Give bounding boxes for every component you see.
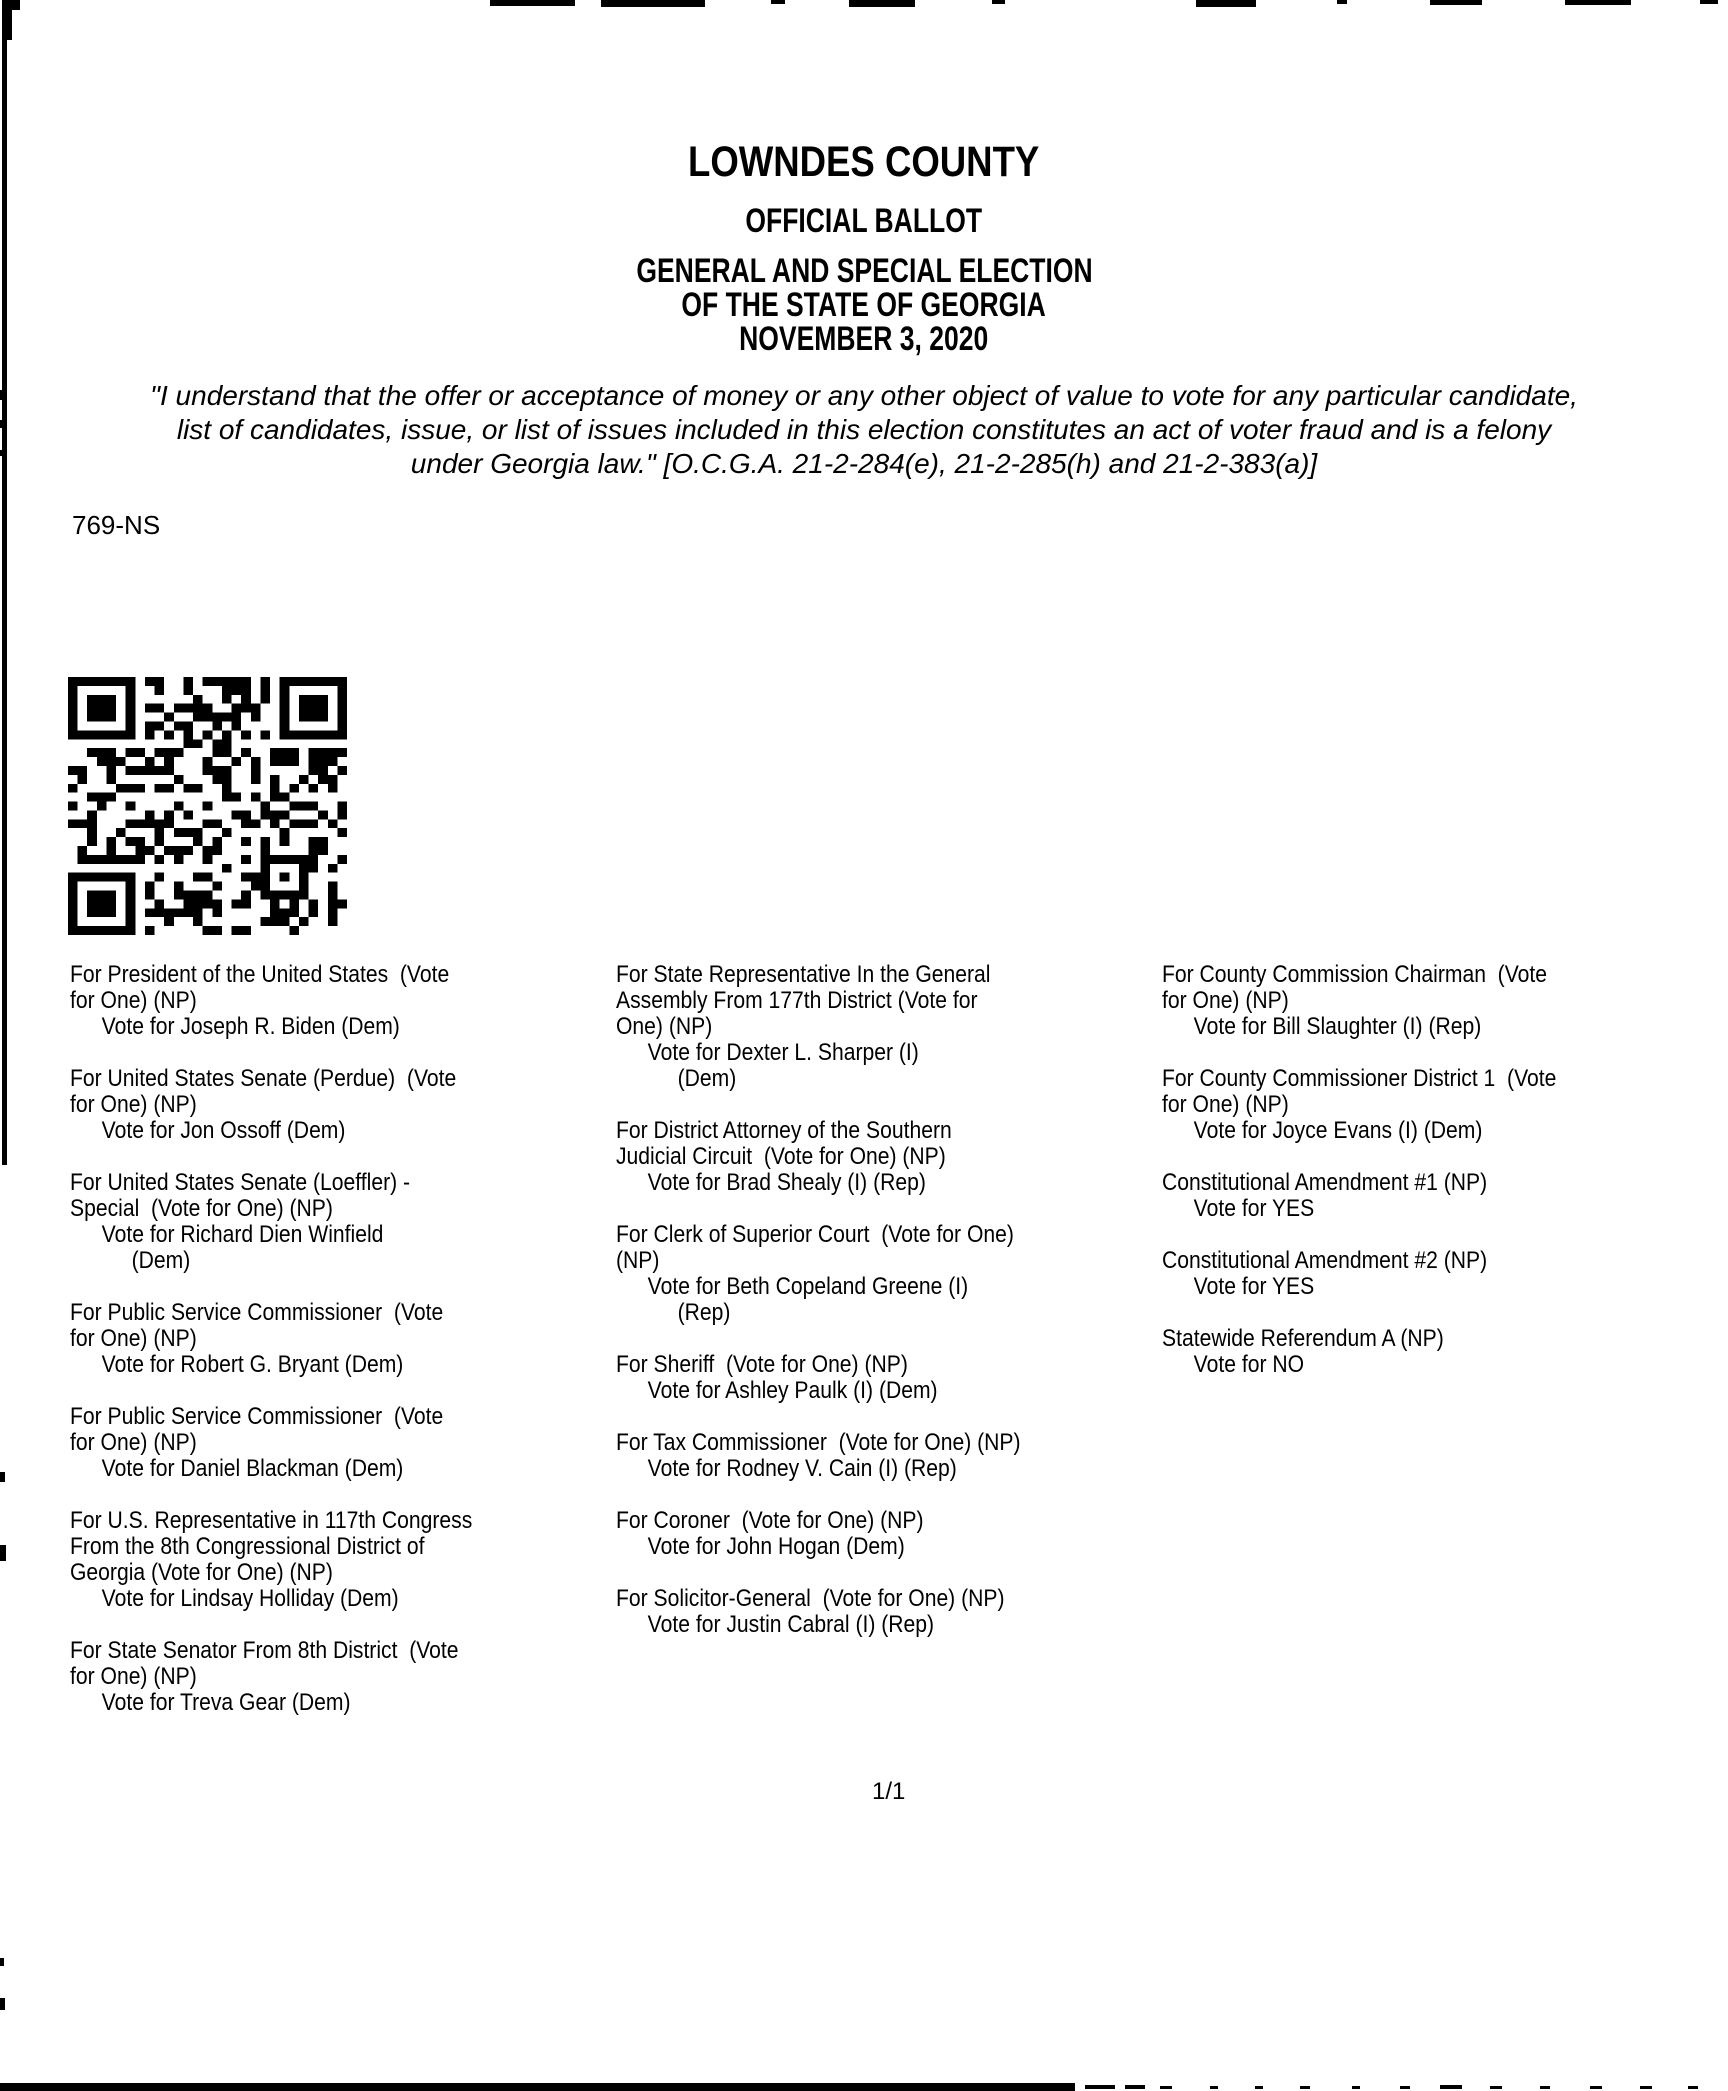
contest-title-line: For District Attorney of the Southern <box>616 1117 952 1144</box>
scan-artifact <box>1255 2086 1263 2089</box>
vote-selection-line: (Dem) <box>131 1247 191 1274</box>
contest <box>70 1066 472 1144</box>
vote-selection-line: Vote for Joseph R. Biden (Dem) <box>101 1013 400 1040</box>
contest-title-line: For Solicitor-General (Vote for One) (NP) <box>616 1585 1005 1612</box>
vote-selection-line: Vote for Jon Ossoff (Dem) <box>101 1117 346 1144</box>
contest-title-line: For State Senator From 8th District (Vote <box>70 1637 459 1664</box>
scan-artifact <box>992 0 1005 4</box>
contest-title-line: for One) (NP) <box>70 1325 197 1352</box>
contest-title-line: Special (Vote for One) (NP) <box>70 1195 333 1222</box>
scan-artifact <box>601 0 705 7</box>
fraud-disclaimer <box>0 379 1728 481</box>
scan-artifact <box>771 0 785 4</box>
vote-selection-line: (Dem) <box>677 1065 737 1092</box>
election-state-text: OF THE STATE OF GEORGIA <box>681 286 1047 324</box>
scan-artifact <box>1125 2085 1145 2089</box>
contest-title-line: Constitutional Amendment #2 (NP) <box>1162 1247 1488 1274</box>
scan-artifact <box>1085 2085 1115 2089</box>
vote-selection-line: Vote for Bill Slaughter (I) (Rep) <box>1193 1013 1482 1040</box>
vote-selection-line: Vote for John Hogan (Dem) <box>647 1533 905 1560</box>
contest-title-line: Judicial Circuit (Vote for One) (NP) <box>616 1143 946 1170</box>
qr-code <box>68 677 347 935</box>
official-ballot-text: OFFICIAL BALLOT <box>745 202 983 240</box>
election-date-line <box>0 320 1728 359</box>
scan-artifact <box>1160 2086 1172 2089</box>
contest <box>616 1586 1021 1638</box>
scan-artifact <box>1565 0 1631 5</box>
contest <box>70 1638 472 1716</box>
contest <box>616 1508 1021 1560</box>
contest-title-line: For President of the United States (Vote <box>70 961 450 988</box>
vote-selection-line: Vote for Beth Copeland Greene (I) <box>647 1273 969 1300</box>
vote-selection-line: Vote for Justin Cabral (I) (Rep) <box>647 1611 935 1638</box>
vote-selection-line: Vote for Lindsay Holliday (Dem) <box>101 1585 399 1612</box>
contest <box>616 962 1021 1092</box>
scan-artifact <box>1400 2086 1410 2089</box>
vote-selection-line: Vote for NO <box>1193 1351 1305 1378</box>
contest-column-left <box>70 962 472 1742</box>
contest-title-line: For County Commission Chairman (Vote <box>1162 961 1547 988</box>
scan-artifact <box>0 1472 5 1482</box>
scan-artifact <box>1440 2085 1462 2089</box>
contest-title-line: (NP) <box>616 1247 660 1274</box>
contest-column-center <box>616 962 1021 1664</box>
vote-selection-line: Vote for Brad Shealy (I) (Rep) <box>647 1169 926 1196</box>
scan-artifact <box>1700 0 1718 4</box>
scan-artifact <box>1540 2086 1550 2089</box>
vote-selection-line: Vote for Richard Dien Winfield <box>101 1221 384 1248</box>
scan-artifact <box>1352 2086 1360 2089</box>
contest <box>70 1508 472 1612</box>
contest <box>1162 1170 1556 1222</box>
scan-artifact <box>0 420 5 428</box>
vote-selection-line: Vote for Joyce Evans (I) (Dem) <box>1193 1117 1483 1144</box>
scan-artifact <box>1590 2086 1602 2089</box>
contest-title-line: Georgia (Vote for One) (NP) <box>70 1559 333 1586</box>
contest-title-line: Assembly From 177th District (Vote for <box>616 987 978 1014</box>
contest <box>1162 1066 1556 1144</box>
disclaimer-line: "I understand that the offer or acceptance of money or any other object of value to vote for any particular candidate, <box>150 380 1578 411</box>
contest <box>1162 1326 1556 1378</box>
scan-artifact <box>490 0 575 6</box>
contest-title-line: One) (NP) <box>616 1013 713 1040</box>
contest-title-line: for One) (NP) <box>70 1429 197 1456</box>
election-date-text: NOVEMBER 3, 2020 <box>739 320 989 358</box>
ballot-style-code: 769-NS <box>72 510 161 540</box>
contest-title-line: For United States Senate (Perdue) (Vote <box>70 1065 457 1092</box>
contest-title-line: For U.S. Representative in 117th Congress <box>70 1507 473 1534</box>
contest-title-line: For Sheriff (Vote for One) (NP) <box>616 1351 908 1378</box>
scan-artifact <box>0 1958 4 1966</box>
contest <box>1162 1248 1556 1300</box>
contest-title-line: For Coroner (Vote for One) (NP) <box>616 1507 924 1534</box>
vote-selection-line: Vote for Treva Gear (Dem) <box>101 1689 351 1716</box>
scan-artifact <box>0 2083 1075 2091</box>
vote-selection-line: Vote for Robert G. Bryant (Dem) <box>101 1351 404 1378</box>
contest <box>70 1300 472 1378</box>
scan-artifact <box>1490 2086 1502 2089</box>
contest-title-line: For Tax Commissioner (Vote for One) (NP) <box>616 1429 1021 1456</box>
scan-artifact <box>1300 2086 1310 2089</box>
vote-selection-line: Vote for Rodney V. Cain (I) (Rep) <box>647 1455 957 1482</box>
contest-title-line: for One) (NP) <box>70 987 197 1014</box>
official-ballot-title <box>0 202 1728 241</box>
contest <box>616 1430 1021 1482</box>
vote-selection-line: Vote for YES <box>1193 1273 1315 1300</box>
contest-title-line: From the 8th Congressional District of <box>70 1533 425 1560</box>
vote-selection-line: Vote for Daniel Blackman (Dem) <box>101 1455 404 1482</box>
scan-artifact <box>849 0 915 7</box>
county-title <box>0 138 1728 187</box>
vote-selection-line: Vote for Dexter L. Sharper (I) <box>647 1039 919 1066</box>
contest <box>616 1222 1021 1326</box>
vote-selection-line: (Rep) <box>677 1299 731 1326</box>
vote-selection-line: Vote for YES <box>1193 1195 1315 1222</box>
contest-title-line: Statewide Referendum A (NP) <box>1162 1325 1444 1352</box>
contest <box>616 1118 1021 1196</box>
contest-title-line: for One) (NP) <box>1162 1091 1289 1118</box>
vote-selection-line: Vote for Ashley Paulk (I) (Dem) <box>647 1377 938 1404</box>
contest-title-line: Constitutional Amendment #1 (NP) <box>1162 1169 1488 1196</box>
contest <box>616 1352 1021 1404</box>
contest-title-line: For United States Senate (Loeffler) - <box>70 1169 411 1196</box>
contest <box>1162 962 1556 1040</box>
contest <box>70 962 472 1040</box>
scan-artifact <box>0 1545 6 1561</box>
contest-title-line: For County Commissioner District 1 (Vote <box>1162 1065 1557 1092</box>
county-title-text: LOWNDES COUNTY <box>688 138 1040 186</box>
contest-title-line: for One) (NP) <box>1162 987 1289 1014</box>
contest-title-line: for One) (NP) <box>70 1663 197 1690</box>
scan-artifact <box>1640 2086 1652 2089</box>
contest <box>70 1404 472 1482</box>
scan-artifact <box>1337 0 1347 4</box>
contest <box>70 1170 472 1274</box>
page-number: 1/1 <box>872 1778 906 1805</box>
scan-artifact <box>1430 0 1482 5</box>
contest-column-right <box>1162 962 1556 1404</box>
contest-title-line: for One) (NP) <box>70 1091 197 1118</box>
contest-title-line: For Public Service Commissioner (Vote <box>70 1403 444 1430</box>
contest-title-line: For Clerk of Superior Court (Vote for One) <box>616 1221 1014 1248</box>
scan-artifact <box>1210 2086 1218 2089</box>
scan-artifact <box>0 1998 5 2010</box>
contest-title-line: For State Representative In the General <box>616 961 991 988</box>
contest-title-line: For Public Service Commissioner (Vote <box>70 1299 444 1326</box>
disclaimer-line: under Georgia law." [O.C.G.A. 21-2-284(e), 21-2-285(h) and 21-2-383(a)] <box>410 448 1318 479</box>
disclaimer-line: list of candidates, issue, or list of issues included in this election constitutes an act of voter fraud and is a felony <box>176 414 1552 445</box>
scan-artifact <box>1196 0 1256 7</box>
scan-artifact <box>1688 2086 1698 2089</box>
scan-artifact <box>0 390 6 400</box>
scan-artifact <box>2 0 7 1165</box>
election-title-text: GENERAL AND SPECIAL ELECTION <box>635 252 1093 290</box>
scan-artifact <box>2 0 12 40</box>
scan-artifact <box>0 450 5 456</box>
